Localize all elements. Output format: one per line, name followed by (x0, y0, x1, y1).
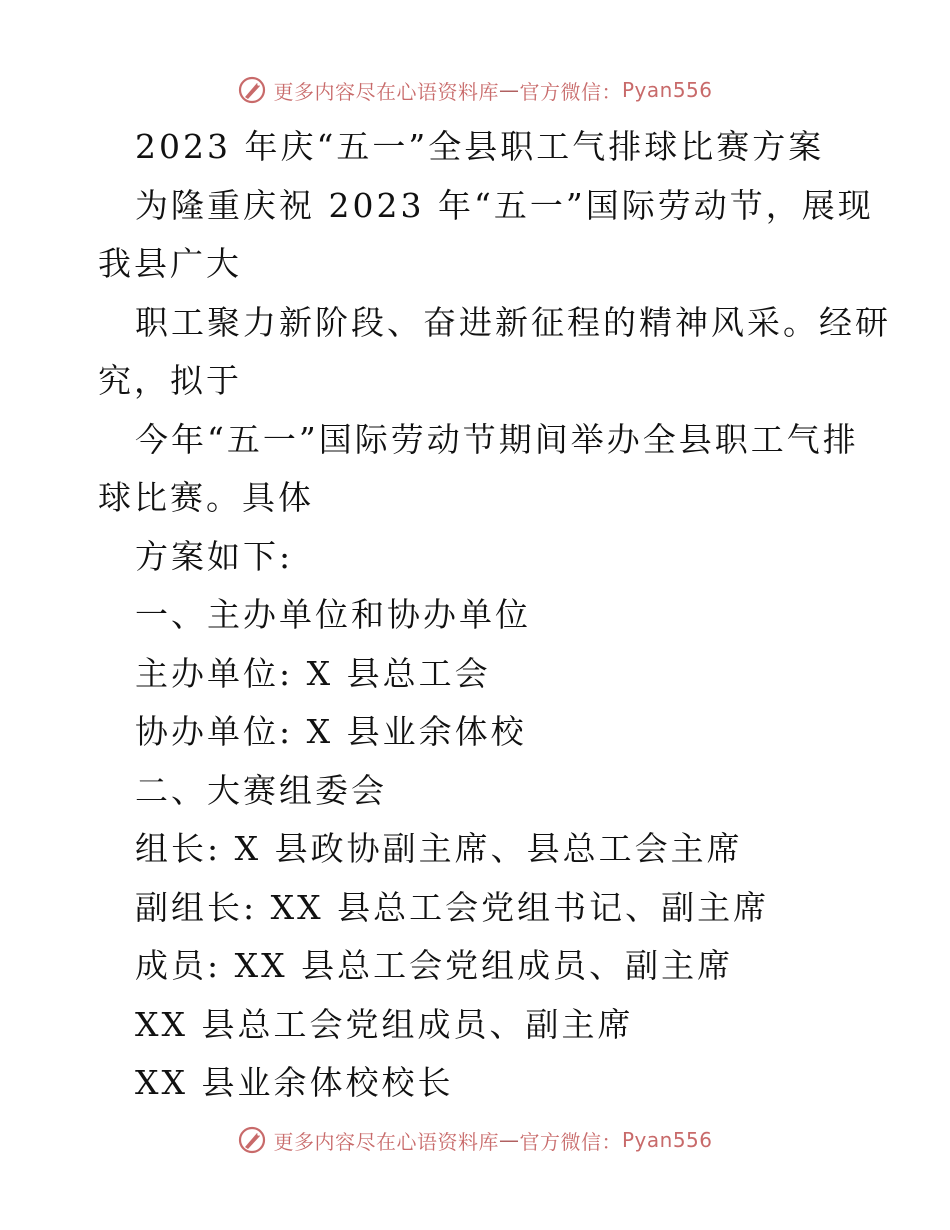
document-line: 二、大赛组委会 (135, 770, 387, 810)
watermark-separator: — (498, 78, 520, 102)
document-line: 究，拟于 (98, 361, 242, 400)
document-line: 副组长: XX 县总工会党组书记、副主席 (135, 887, 770, 927)
document-line: XX 县业余体校校长 (135, 1063, 454, 1102)
document-body (98, 118, 891, 1113)
document-line: 为隆重庆祝 2023 年“五一”国际劳动节，展现 (135, 185, 874, 225)
watermark-handle: Pyan556 (621, 1128, 713, 1152)
document-line: XX 县总工会党组成员、副主席 (135, 1004, 634, 1044)
watermark-header (0, 70, 950, 110)
document-line: 职工聚力新阶段、奋进新征程的精神风采。经研 (135, 302, 891, 342)
watermark-separator: — (498, 1128, 520, 1152)
document-line: 我县广大 (98, 244, 242, 283)
document-line: 一、主办单位和协办单位 (135, 595, 531, 634)
document-line: 2023 年庆“五一”全县职工气排球比赛方案 (135, 127, 825, 166)
document-line: 组长: X 县政协副主席、县总工会主席 (135, 829, 743, 868)
document-line: 协办单位: X 县业余体校 (135, 712, 527, 751)
document-line: 主办单位: X 县总工会 (135, 653, 491, 693)
watermark-suffix: 官方微信： (519, 1129, 622, 1154)
watermark-suffix: 官方微信： (519, 79, 622, 104)
watermark-handle: Pyan556 (621, 78, 713, 102)
document-line: 方案如下: (135, 536, 294, 576)
pen-logo-icon (237, 1125, 267, 1155)
document-line: 球比赛。具体 (98, 478, 314, 517)
document-line: 成员: XX 县总工会党组成员、副主席 (135, 946, 734, 985)
pen-logo-icon (237, 75, 267, 105)
document-line: 今年“五一”国际劳动节期间举办全县职工气排 (135, 419, 859, 459)
watermark-text: 更多内容尽在心语资料库 (273, 1129, 499, 1154)
watermark-text: 更多内容尽在心语资料库 (273, 79, 499, 104)
watermark-footer (0, 1120, 950, 1160)
